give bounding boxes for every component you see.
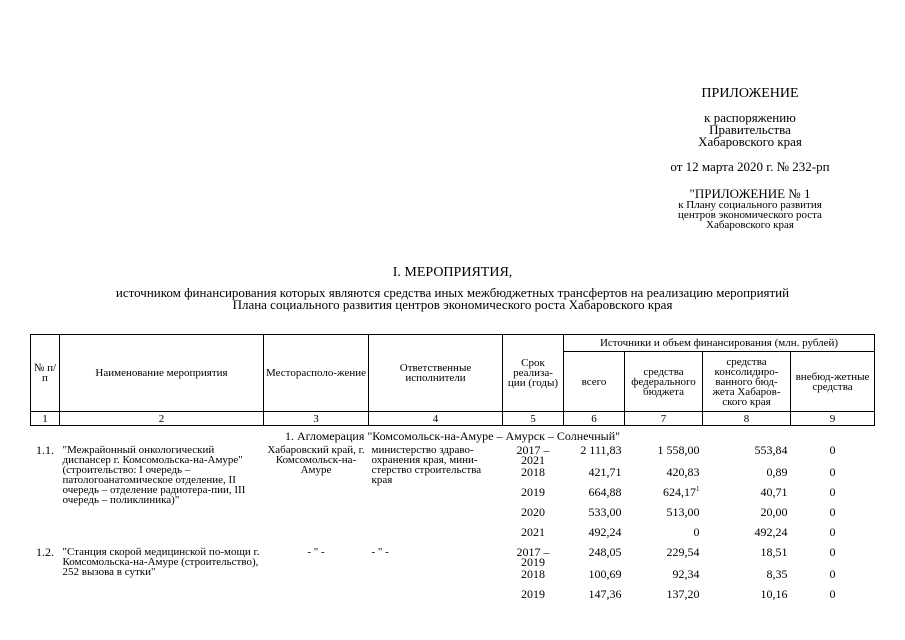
events-table bbox=[30, 334, 875, 608]
row-extra: 0 bbox=[829, 465, 836, 479]
item-responsible: - " - bbox=[371, 546, 389, 558]
row-federal-value: 0 bbox=[693, 525, 700, 539]
row-year: 2018 bbox=[521, 465, 545, 479]
item-number: 1.2. bbox=[36, 545, 54, 559]
row-federal bbox=[625, 506, 703, 526]
header-num: № п/п bbox=[31, 335, 60, 412]
column-numbers-row bbox=[31, 412, 875, 426]
row-total: 664,88 bbox=[588, 485, 622, 499]
column-number: 7 bbox=[625, 412, 703, 426]
row-total: 492,24 bbox=[588, 525, 622, 539]
column-number: 3 bbox=[264, 412, 369, 426]
row-year: 2019 bbox=[521, 485, 545, 499]
row-federal-value: 229,54 bbox=[666, 545, 700, 559]
appendix-line: Хабаровского края bbox=[698, 134, 802, 149]
row-consolidated: 18,51 bbox=[760, 545, 788, 559]
row-total: 147,36 bbox=[588, 587, 622, 601]
column-number: 6 bbox=[564, 412, 625, 426]
row-consolidated: 20,00 bbox=[760, 505, 788, 519]
row-extra: 0 bbox=[829, 485, 836, 499]
row-federal-value: 92,34 bbox=[672, 567, 700, 581]
table-body bbox=[31, 412, 875, 609]
row-consolidated: 10,16 bbox=[760, 587, 788, 601]
row-federal bbox=[625, 444, 703, 466]
row-total: 100,69 bbox=[588, 567, 622, 581]
row-extra: 0 bbox=[829, 505, 836, 519]
row-extra: 0 bbox=[829, 567, 836, 581]
row-total: 421,71 bbox=[588, 465, 622, 479]
column-number: 9 bbox=[791, 412, 875, 426]
appendix-line: Правительства bbox=[709, 122, 791, 137]
footnote-marker: 1 bbox=[696, 485, 700, 493]
row-extra: 0 bbox=[829, 587, 836, 601]
annex-line: Хабаровского края bbox=[706, 219, 794, 231]
item-name: "Межрайонный онкологический диспансер г. Комсомольска-на-Амуре" (строительство: I очередь – патологоанатомическое отделение, II очередь – отделение радиотера-пии, III очередь – поликлиника)" bbox=[62, 444, 246, 506]
item-name: "Станция скорой медицинской по-мощи г. Комсомольска-на-Амуре (строительство), 252 вызова в сутки" bbox=[62, 546, 260, 578]
row-federal-value: 137,20 bbox=[666, 587, 700, 601]
appendix-title: ПРИЛОЖЕНИЕ bbox=[701, 86, 799, 101]
column-number: 8 bbox=[703, 412, 791, 426]
row-consolidated: 8,35 bbox=[766, 567, 788, 581]
row-federal bbox=[625, 588, 703, 608]
row-consolidated: 553,84 bbox=[754, 443, 788, 457]
row-federal-value: 624,17 bbox=[663, 485, 696, 499]
item-number: 1.1. bbox=[36, 443, 54, 457]
row-federal bbox=[625, 568, 703, 588]
row-year: 2017 – 2021 bbox=[516, 443, 550, 467]
row-year: 2017 – 2019 bbox=[516, 545, 550, 569]
row-federal-value: 1 558,00 bbox=[657, 443, 700, 457]
row-federal bbox=[625, 486, 703, 506]
header-name: Наименование мероприятия bbox=[60, 335, 264, 412]
agglomeration-title: 1. Агломерация "Комсомольск-на-Амуре – Амурск – Солнечный" bbox=[284, 429, 621, 443]
column-number: 2 bbox=[60, 412, 264, 426]
row-consolidated: 0,89 bbox=[766, 465, 788, 479]
annex-line: к Плану социального развития bbox=[678, 199, 822, 211]
annex-line: центров экономического роста bbox=[678, 209, 822, 221]
row-year: 2019 bbox=[521, 587, 545, 601]
section-subheading bbox=[0, 287, 905, 311]
header-extra: внебюд-жетные средства bbox=[791, 352, 875, 412]
appendix-block bbox=[640, 88, 860, 230]
row-consolidated: 492,24 bbox=[754, 525, 788, 539]
column-number: 1 bbox=[31, 412, 60, 426]
row-year: 2018 bbox=[521, 567, 545, 581]
appendix-date: от 12 марта 2020 г. № 232-рп bbox=[670, 159, 830, 174]
row-federal bbox=[625, 526, 703, 546]
header-consolidated: средства консолидиро-ванного бюд-жета Хабаров-ского края bbox=[703, 352, 791, 412]
row-extra: 0 bbox=[829, 545, 836, 559]
item-location: - " - bbox=[307, 546, 325, 558]
row-extra: 0 bbox=[829, 443, 836, 457]
row-total: 2 111,83 bbox=[580, 443, 622, 457]
item-location: Хабаровский край, г. Комсомольск-на-Амуре bbox=[267, 444, 365, 476]
item-responsible: министерство здраво-охранения края, мини-стерство строительства края bbox=[371, 444, 482, 486]
row-federal bbox=[625, 466, 703, 486]
table-row bbox=[31, 444, 875, 466]
row-year: 2020 bbox=[521, 505, 545, 519]
column-number: 5 bbox=[503, 412, 564, 426]
annex-title: "ПРИЛОЖЕНИЕ № 1 bbox=[689, 186, 811, 201]
row-extra: 0 bbox=[829, 525, 836, 539]
row-federal bbox=[625, 546, 703, 568]
row-year: 2021 bbox=[521, 525, 545, 539]
header-funding-group: Источники и объем финансирования (млн. рублей) bbox=[564, 335, 875, 352]
table-row bbox=[31, 546, 875, 568]
header-total: всего bbox=[564, 352, 625, 412]
row-federal-value: 420,83 bbox=[666, 465, 700, 479]
row-total: 248,05 bbox=[588, 545, 622, 559]
row-consolidated: 40,71 bbox=[760, 485, 788, 499]
header-federal: средства федерального бюджета bbox=[625, 352, 703, 412]
section-subheading-line: источником финансирования которых являются средства иных межбюджетных трансфертов на реализацию мероприятий bbox=[115, 285, 790, 300]
header-term: Срок реализа-ции (годы) bbox=[503, 335, 564, 412]
row-total: 533,00 bbox=[588, 505, 622, 519]
header-location: Месторасполо-жение bbox=[264, 335, 369, 412]
row-federal-value: 513,00 bbox=[666, 505, 700, 519]
appendix-line: к распоряжению bbox=[704, 110, 796, 125]
section-subheading-line: Плана социального развития центров экономического роста Хабаровского края bbox=[232, 297, 673, 312]
header-responsible: Ответственные исполнители bbox=[369, 335, 503, 412]
agglomeration-row bbox=[31, 426, 875, 445]
column-number: 4 bbox=[369, 412, 503, 426]
section-heading: I. МЕРОПРИЯТИЯ, bbox=[392, 265, 513, 280]
